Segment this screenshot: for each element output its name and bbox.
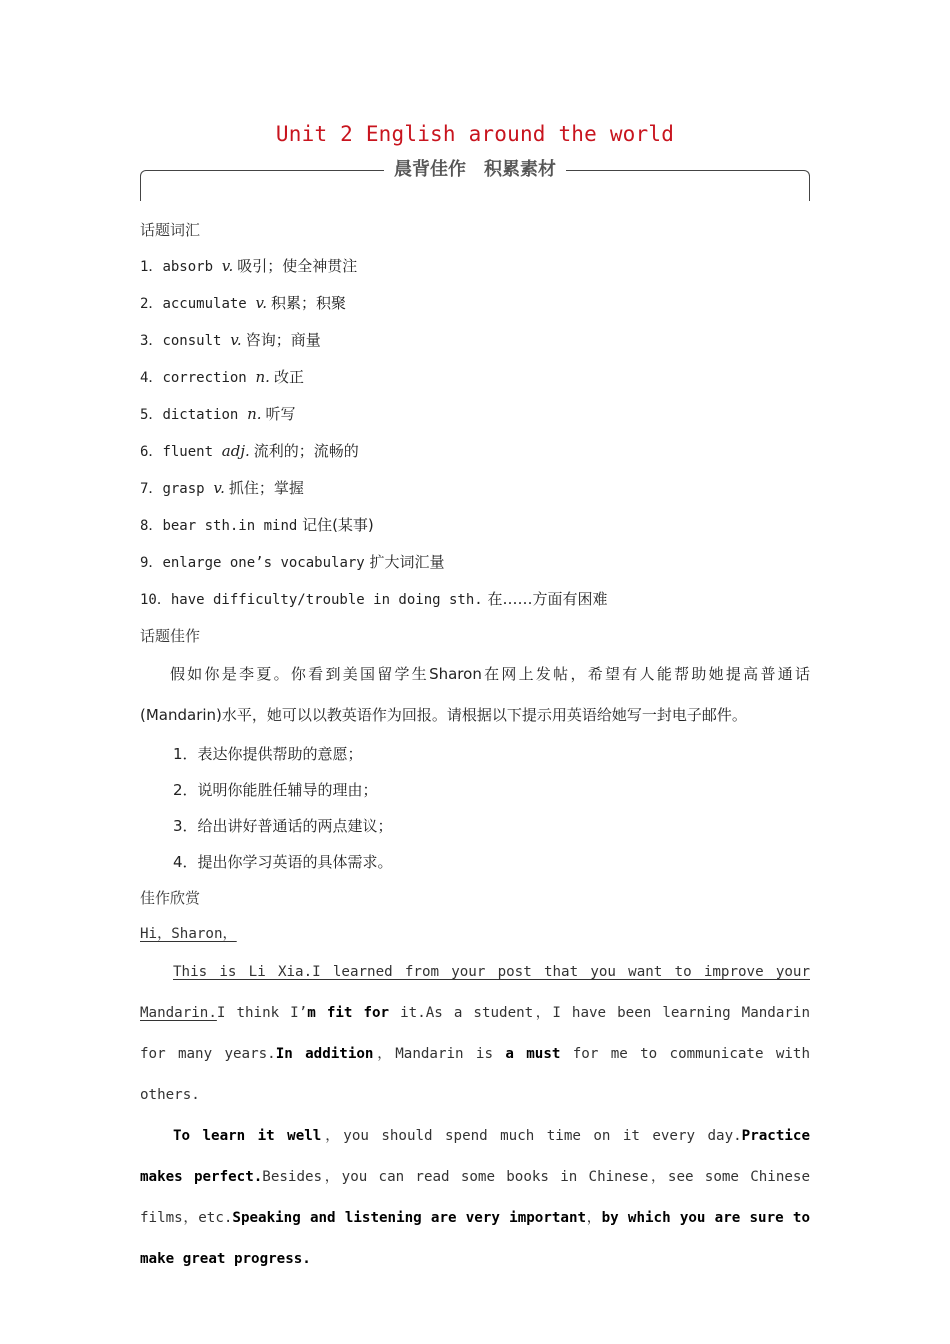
vocab-part-of-speech: v. (230, 331, 242, 349)
vocab-item (140, 544, 810, 581)
essay-highlight: m fit for (307, 1005, 390, 1021)
vocab-part-of-speech: v. (221, 257, 234, 275)
greeting-text: Hi，Sharon， (140, 926, 237, 942)
vocab-english: bear sth.in mind (162, 518, 298, 534)
banner-label: 晨背佳作 积累素材 (384, 158, 566, 182)
vocab-chinese: 积累；积聚 (270, 294, 346, 312)
vocab-heading: 话题词汇 (140, 221, 201, 239)
vocab-english: consult (162, 333, 222, 349)
essay-highlight: In addition (275, 1046, 374, 1062)
vocab-english: grasp (162, 481, 205, 497)
vocab-number: 10． (140, 592, 171, 608)
vocab-number: 3． (140, 333, 163, 349)
vocab-english: dictation (162, 407, 239, 423)
essay-text: for me to communicate with others. (140, 1046, 811, 1103)
vocab-item (140, 507, 810, 544)
essay-highlight: a must (505, 1046, 561, 1062)
vocab-english: enlarge one’s vocabulary (162, 555, 365, 571)
essay-highlight: Practice makes perfect. (140, 1128, 810, 1185)
task-point: 4．提出你学习英语的具体需求。 (173, 853, 393, 871)
vocab-chinese: 记住(某事) (302, 516, 374, 534)
vocab-chinese: 听写 (265, 405, 296, 423)
vocab-item (140, 396, 810, 433)
essay-highlight: by which you are sure to make great progress. (140, 1210, 810, 1267)
essay-paragraph-2 (140, 1116, 810, 1280)
vocab-list (140, 248, 810, 618)
essay-text: I think I’ (216, 1005, 308, 1021)
vocab-number: 6． (140, 444, 163, 460)
vocab-chinese: 抓住；掌握 (228, 479, 304, 497)
vocab-item (140, 359, 810, 396)
task-point: 3．给出讲好普通话的两点建议； (173, 817, 393, 835)
vocab-item (140, 322, 810, 359)
task-paragraph: 假如你是李夏。你看到美国留学生Sharon在网上发帖，希望有人能帮助她提高普通话(Mandarin)水平，她可以以教英语作为回报。请根据以下提示用英语给她写一封电子邮件。 (140, 665, 810, 724)
essay-text: it.As a student，I have been learning Mandarin for many years. (140, 1005, 811, 1062)
vocab-english: fluent (162, 444, 214, 460)
document-body (140, 212, 810, 1280)
task-point: 1．表达你提供帮助的意愿； (173, 745, 363, 763)
vocab-number: 2． (140, 296, 163, 312)
vocab-part-of-speech: n. (255, 368, 270, 386)
essay-text: ， (586, 1210, 602, 1226)
vocab-number: 9． (140, 555, 163, 571)
section-banner (140, 158, 810, 204)
task-point: 2．说明你能胜任辅导的理由； (173, 781, 378, 799)
vocab-number: 4． (140, 370, 163, 386)
vocab-chinese: 咨询；商量 (245, 331, 321, 349)
task-heading: 话题佳作 (140, 627, 201, 645)
vocab-item (140, 248, 810, 285)
page-title: Unit 2 English around the world (275, 122, 675, 146)
vocab-chinese: 在……方面有困难 (487, 590, 608, 608)
vocab-english: have difficulty/trouble in doing sth. (170, 592, 483, 608)
essay-highlight: Speaking and listening are very important (232, 1210, 587, 1226)
vocab-number: 5． (140, 407, 163, 423)
vocab-number: 1． (140, 259, 163, 275)
essay-greeting (140, 916, 810, 952)
vocab-number: 8． (140, 518, 163, 534)
vocab-chinese: 改正 (273, 368, 304, 386)
essay-text: ，Mandarin is (373, 1046, 506, 1062)
essay-heading: 佳作欣赏 (140, 889, 201, 907)
vocab-part-of-speech: v. (255, 294, 267, 312)
vocab-english: absorb (162, 259, 214, 275)
vocab-part-of-speech: adj. (221, 442, 250, 460)
vocab-english: accumulate (162, 296, 247, 312)
vocab-chinese: 扩大词汇量 (369, 553, 445, 571)
vocab-item (140, 470, 810, 507)
vocab-item (140, 285, 810, 322)
vocab-item (140, 581, 810, 618)
vocab-part-of-speech: n. (247, 405, 262, 423)
vocab-part-of-speech: v. (213, 479, 225, 497)
essay-text: Besides，you can read some books in Chinese，see some Chinese films，etc. (140, 1169, 810, 1226)
essay-underlined-sentence: This is Li Xia.I learned from your post that you want to improve your Mandarin. (140, 964, 810, 1021)
essay-highlight: To learn it well (173, 1128, 322, 1144)
vocab-item (140, 433, 810, 470)
vocab-chinese: 吸引；使全神贯注 (237, 257, 358, 275)
vocab-number: 7． (140, 481, 163, 497)
essay-text: ，you should spend much time on it every day. (321, 1128, 742, 1144)
vocab-english: correction (162, 370, 247, 386)
essay-paragraph-1 (140, 952, 810, 1116)
vocab-chinese: 流利的；流畅的 (253, 442, 359, 460)
